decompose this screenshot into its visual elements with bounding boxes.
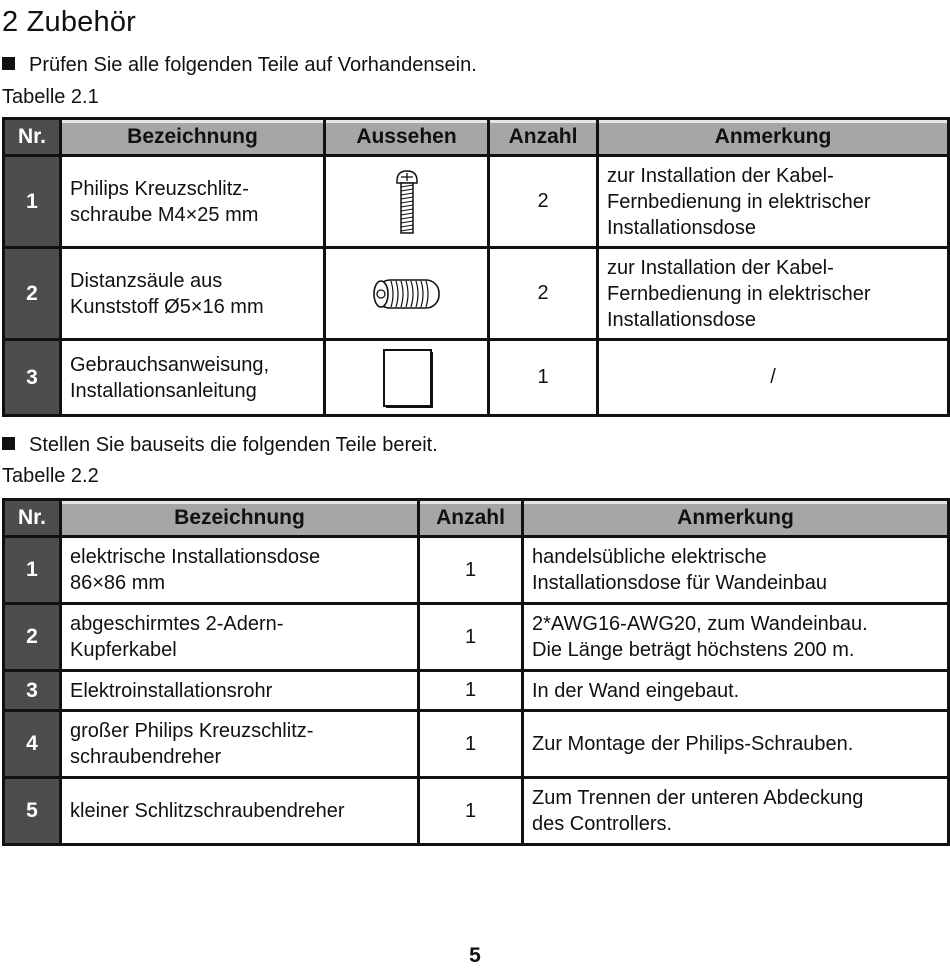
row-note: zur Installation der Kabel- Fernbedienung in elektrischer Installationsdose: [598, 248, 949, 340]
table-row: [4, 778, 949, 845]
screw-icon: [395, 169, 419, 235]
table-row: [4, 671, 949, 711]
manual-icon: [377, 346, 437, 410]
instruction-text: Prüfen Sie alle folgenden Teile auf Vorhandensein.: [29, 54, 477, 76]
row-note: handelsübliche elektrische Installationsdose für Wandeinbau: [523, 537, 949, 604]
table-row: [4, 340, 949, 416]
row-name: Gebrauchsanweisung, Installationsanleitung: [61, 340, 325, 416]
onsite-parts-table: [2, 498, 950, 846]
row-appearance: [325, 248, 489, 340]
header-nr: Nr.: [4, 119, 61, 156]
row-note: zur Installation der Kabel- Fernbedienung in elektrischer Installationsdose: [598, 156, 949, 248]
table-caption-2-1: Tabelle 2.1: [2, 86, 99, 108]
page-title: 2 Zubehör: [2, 6, 136, 38]
header-bezeichnung: Bezeichnung: [61, 500, 419, 537]
table-row: [4, 537, 949, 604]
table-caption-2-2: Tabelle 2.2: [2, 465, 99, 487]
header-bezeichnung: Bezeichnung: [61, 119, 325, 156]
header-nr: Nr.: [4, 500, 61, 537]
row-name: Elektroinstallationsrohr: [61, 671, 419, 711]
table-row: [4, 604, 949, 671]
row-number: 2: [4, 248, 61, 340]
row-number: 1: [4, 537, 61, 604]
page-number: 5: [469, 944, 481, 967]
row-note: In der Wand eingebaut.: [523, 671, 949, 711]
row-name: Distanzsäule aus Kunststoff Ø5×16 mm: [61, 248, 325, 340]
header-aussehen: Aussehen: [325, 119, 489, 156]
row-quantity: 1: [489, 340, 598, 416]
row-quantity: 1: [419, 604, 523, 671]
row-number: 4: [4, 711, 61, 778]
instruction-check-parts: [2, 54, 477, 77]
table-row: [4, 156, 949, 248]
row-appearance: [325, 156, 489, 248]
row-number: 5: [4, 778, 61, 845]
row-quantity: 1: [419, 537, 523, 604]
row-note: /: [598, 340, 949, 416]
accessories-table: [2, 117, 950, 417]
table-header-row: [4, 500, 949, 537]
table-row: [4, 248, 949, 340]
header-anmerkung: Anmerkung: [523, 500, 949, 537]
row-number: 2: [4, 604, 61, 671]
row-number: 3: [4, 671, 61, 711]
table-header-row: [4, 119, 949, 156]
instruction-text: Stellen Sie bauseits die folgenden Teile bereit.: [29, 434, 438, 456]
header-anzahl: Anzahl: [419, 500, 523, 537]
row-number: 3: [4, 340, 61, 416]
row-number: 1: [4, 156, 61, 248]
instruction-provide-parts: [2, 434, 438, 457]
row-note: 2*AWG16-AWG20, zum Wandeinbau. Die Länge beträgt höchstens 200 m.: [523, 604, 949, 671]
bullet-square-icon: [2, 57, 15, 70]
row-quantity: 1: [419, 778, 523, 845]
row-name: abgeschirmtes 2-Adern- Kupferkabel: [61, 604, 419, 671]
row-note: Zur Montage der Philips-Schrauben.: [523, 711, 949, 778]
row-name: großer Philips Kreuzschlitz- schraubendreher: [61, 711, 419, 778]
header-anmerkung: Anmerkung: [598, 119, 949, 156]
row-name: Philips Kreuzschlitz- schraube M4×25 mm: [61, 156, 325, 248]
row-name: kleiner Schlitzschraubendreher: [61, 778, 419, 845]
header-anzahl: Anzahl: [489, 119, 598, 156]
bullet-square-icon: [2, 437, 15, 450]
row-appearance: [325, 340, 489, 416]
row-quantity: 2: [489, 248, 598, 340]
plastic-spacer-icon: [369, 276, 445, 312]
row-quantity: 1: [419, 711, 523, 778]
row-note: Zum Trennen der unteren Abdeckung des Controllers.: [523, 778, 949, 845]
row-name: elektrische Installationsdose 86×86 mm: [61, 537, 419, 604]
table-row: [4, 711, 949, 778]
row-quantity: 2: [489, 156, 598, 248]
row-quantity: 1: [419, 671, 523, 711]
